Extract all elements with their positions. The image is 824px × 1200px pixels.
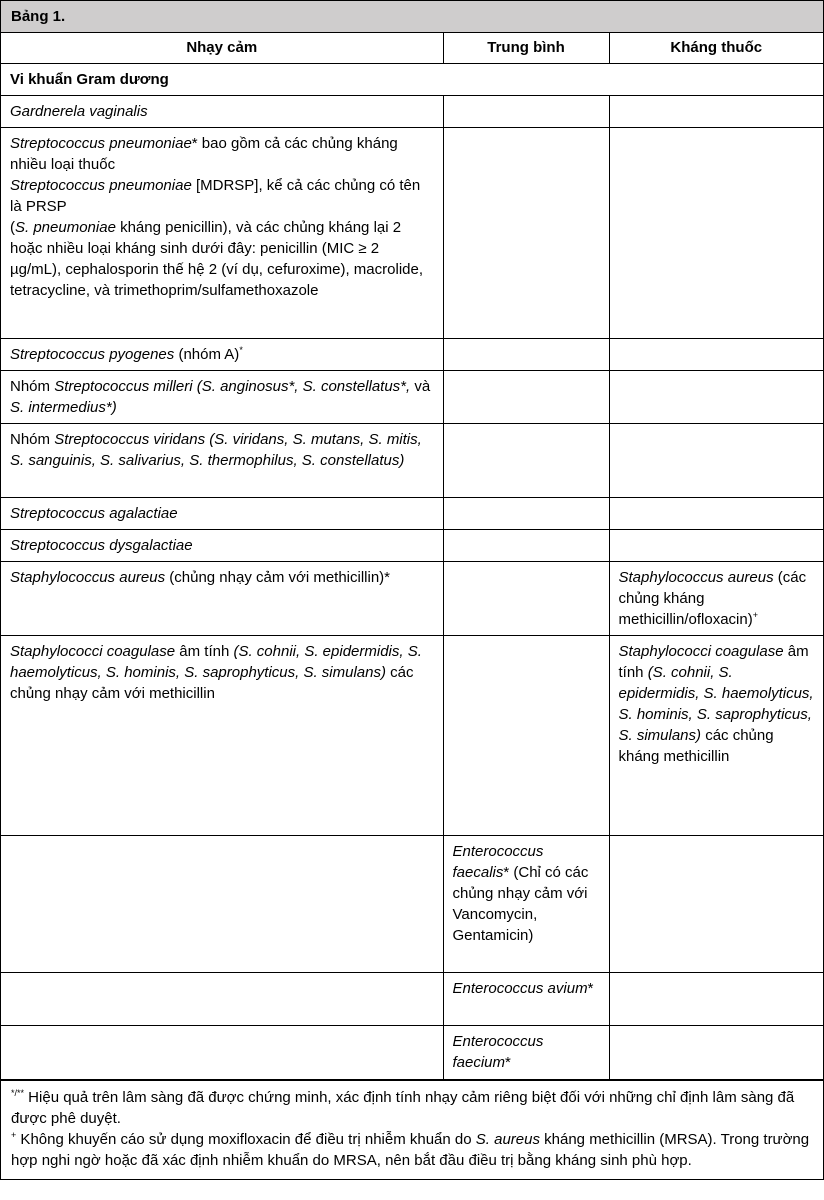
sensitive-cell <box>1 498 443 530</box>
organism-name: Streptococcus pneumoniae <box>10 135 192 152</box>
organism-name: Enterococcus avium <box>452 980 588 997</box>
table-footnote <box>1 1080 823 1179</box>
header-resistant: Kháng thuốc <box>609 33 823 64</box>
table-row <box>1 498 823 530</box>
footnote-marker: * <box>239 345 243 355</box>
table-row <box>1 424 823 498</box>
resistant-cell <box>609 836 823 973</box>
organism-name: S. pneumoniae <box>15 219 116 236</box>
organism-name: S. intermedius*) <box>10 399 117 416</box>
cell-text: Nhóm <box>10 378 55 395</box>
resistant-cell <box>609 636 823 836</box>
table-row <box>1 128 823 339</box>
intermediate-cell <box>443 339 609 371</box>
cell-text: các chủng nhạy cảm với methicillin <box>10 664 414 702</box>
header-sensitive: Nhạy cảm <box>1 33 443 64</box>
sensitive-cell <box>1 371 443 424</box>
table-row <box>1 371 823 424</box>
cell-text: âm tính <box>618 643 809 681</box>
sensitive-cell <box>1 562 443 636</box>
organism-name: Enterococcus faecalis <box>452 843 544 881</box>
table-row <box>1 636 823 836</box>
cell-text: kháng penicillin), và các chủng kháng lại 2 hoặc nhiều loại kháng sinh dưới đây: penicillin (MIC ≥ 2 µg/mL), cephalosporin thế hệ 2 (ví dụ, cefuroxime), macrolide, tetracycline, và trimethoprim/sulfamethoxazole <box>10 219 423 299</box>
cell-text: Nhóm <box>10 431 55 448</box>
sensitive-cell <box>1 128 443 339</box>
sensitive-cell <box>1 530 443 562</box>
sensitive-cell <box>1 1026 443 1080</box>
sensitive-cell <box>1 836 443 973</box>
organism-name: (S. cohnii, S. epidermidis, S. haemolyticus, S. hominis, S. saprophyticus, S. simulans) <box>10 643 422 681</box>
table-row <box>1 973 823 1026</box>
intermediate-cell <box>443 371 609 424</box>
table-row <box>1 530 823 562</box>
organism-name: Gardnerela vaginalis <box>10 103 148 120</box>
intermediate-cell <box>443 128 609 339</box>
organism-name: S. aureus <box>475 1131 540 1148</box>
cell-text: * <box>505 1054 511 1071</box>
organism-name: Streptococcus viridans (S. viridans, S. mutans, S. mitis, S. sanguinis, S. salivarius, S. thermophilus, S. constellatus) <box>10 431 422 469</box>
cell-text: * bao gồm cả các chủng kháng nhiều loại thuốc <box>10 135 398 173</box>
section-gram-positive: Vi khuẩn Gram dương <box>1 64 823 96</box>
table-row <box>1 96 823 128</box>
susceptibility-table <box>1 33 823 1080</box>
section-row <box>1 64 823 96</box>
cell-text: * (Chỉ có các chủng nhạy cảm với Vancomycin, Gentamicin) <box>452 864 589 944</box>
organism-name: Staphylococcus aureus <box>618 569 774 586</box>
footnote-line <box>11 1087 813 1129</box>
cell-text: và <box>410 378 431 395</box>
footnote-marker: */** <box>11 1088 25 1098</box>
cell-text: (các chủng kháng methicillin/ofloxacin) <box>618 569 807 628</box>
organism-name: (S. cohnii, S. epidermidis, S. haemolyticus, S. hominis, S. saprophyticus, S. simulans) <box>618 664 814 744</box>
resistant-cell <box>609 530 823 562</box>
table-title: Bảng 1. <box>1 1 823 33</box>
sensitive-cell <box>1 973 443 1026</box>
intermediate-cell <box>443 498 609 530</box>
footnote-text: Hiệu quả trên lâm sàng đã được chứng minh, xác định tính nhạy cảm riêng biệt đối với những chỉ định lâm sàng đã được phê duyệt. <box>11 1089 795 1127</box>
organism-name: Streptococcus milleri (S. anginosus*, S. constellatus*, <box>54 378 411 395</box>
cell-text: [MDRSP], kể cả các chủng có tên là PRSP <box>10 177 421 215</box>
resistant-cell <box>609 424 823 498</box>
resistant-cell <box>609 339 823 371</box>
header-row <box>1 33 823 64</box>
resistant-cell <box>609 96 823 128</box>
organism-name: Enterococcus faecium <box>452 1033 544 1071</box>
resistant-cell <box>609 1026 823 1080</box>
organism-name: Streptococcus dysgalactiae <box>10 537 193 554</box>
intermediate-cell <box>443 973 609 1026</box>
table-row <box>1 562 823 636</box>
cell-text: * <box>587 980 594 997</box>
footnote-marker: + <box>752 610 758 620</box>
resistant-cell <box>609 498 823 530</box>
table-row <box>1 836 823 973</box>
sensitive-cell <box>1 636 443 836</box>
intermediate-cell <box>443 562 609 636</box>
organism-name: Staphylococci coagulase <box>618 643 784 660</box>
table-row <box>1 339 823 371</box>
footnote-marker: + <box>11 1130 17 1140</box>
cell-text: (chủng nhạy cảm với methicillin)* <box>165 569 391 586</box>
cell-text: (nhóm A) <box>174 346 240 363</box>
resistant-cell <box>609 973 823 1026</box>
cell-text: các chủng kháng methicillin <box>618 727 774 765</box>
organism-name: Streptococcus pneumoniae <box>10 177 192 194</box>
organism-name: Staphylococci coagulase <box>10 643 176 660</box>
sensitive-cell <box>1 424 443 498</box>
sensitive-cell <box>1 339 443 371</box>
header-intermediate: Trung bình <box>443 33 609 64</box>
footnote-line <box>11 1129 813 1171</box>
intermediate-cell <box>443 836 609 973</box>
intermediate-cell <box>443 636 609 836</box>
organism-name: Streptococcus pyogenes <box>10 346 175 363</box>
intermediate-cell <box>443 96 609 128</box>
cell-text: ( <box>10 219 15 236</box>
footnote-text: kháng methicillin (MRSA). Trong trường hợp nghi ngờ hoặc đã xác định nhiễm khuẩn do MRSA, nên bắt đầu điều trị bằng kháng sinh phù hợp. <box>11 1131 810 1169</box>
sensitive-cell <box>1 96 443 128</box>
intermediate-cell <box>443 424 609 498</box>
resistant-cell <box>609 371 823 424</box>
intermediate-cell <box>443 1026 609 1080</box>
cell-text: âm tính <box>175 643 234 660</box>
resistant-cell <box>609 562 823 636</box>
footnote-text: Không khuyến cáo sử dụng moxifloxacin để điều trị nhiễm khuẩn do <box>16 1131 476 1148</box>
organism-name: Staphylococcus aureus <box>10 569 166 586</box>
organism-name: Streptococcus agalactiae <box>10 505 178 522</box>
table-row <box>1 1026 823 1080</box>
intermediate-cell <box>443 530 609 562</box>
resistant-cell <box>609 128 823 339</box>
